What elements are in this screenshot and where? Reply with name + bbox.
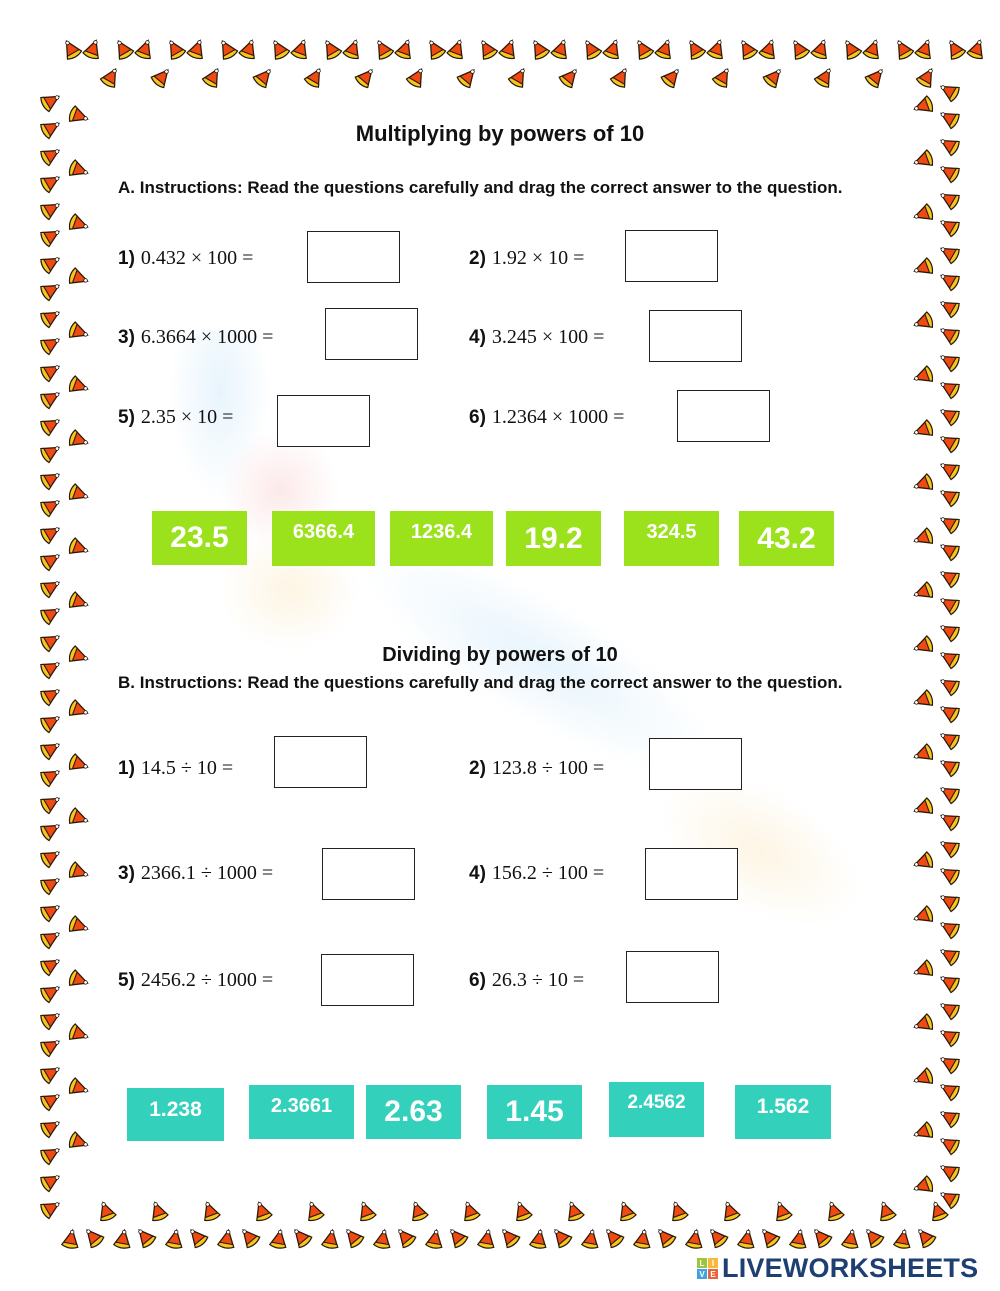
candy-corn-icon [36, 734, 66, 764]
candy-corn-icon [909, 254, 937, 282]
section-b-instructions: B. Instructions: Read the questions carefully and drag the correct answer to the question. [118, 673, 843, 692]
candy-corn-icon [56, 34, 86, 64]
candy-corn-icon [36, 815, 66, 845]
candy-corn-icon [108, 34, 138, 64]
question-expression: 156.2 ÷ 100 = [491, 862, 605, 884]
candy-corn-icon [65, 966, 93, 994]
candy-corn-icon [266, 1226, 291, 1251]
logo-mark-letter: E [708, 1269, 718, 1279]
candy-corn-icon [36, 302, 66, 332]
candy-corn-icon [443, 35, 471, 63]
candy-corn-icon [351, 62, 382, 93]
candy-corn-icon [316, 34, 346, 64]
answer-tile[interactable]: 2.3661 [249, 1085, 354, 1139]
candy-corn-icon [934, 913, 964, 943]
candy-corn-icon [36, 410, 66, 440]
candy-corn-icon [339, 35, 367, 63]
candy-corn-icon [36, 950, 66, 980]
candy-corn-icon [810, 62, 840, 92]
question-a2 [469, 247, 584, 270]
candy-corn-icon [79, 35, 107, 63]
answer-dropzone-a2[interactable] [625, 230, 718, 282]
candy-corn-icon [909, 416, 937, 444]
answer-dropzone-b2[interactable] [649, 738, 742, 790]
candy-corn-icon [768, 1197, 796, 1225]
candy-corn-icon [472, 34, 502, 64]
candy-corn-icon [909, 362, 937, 390]
question-expression: 0.432 × 100 = [140, 247, 254, 269]
candy-corn-icon [546, 1222, 577, 1253]
candy-corn-icon [36, 518, 66, 548]
question-expression: 6.3664 × 1000 = [140, 326, 274, 348]
question-number: 3) [118, 862, 135, 884]
candy-corn-icon [934, 373, 964, 403]
candy-corn-icon [934, 778, 964, 808]
candy-corn-icon [65, 318, 93, 346]
candy-corn-icon [352, 1197, 380, 1225]
candy-corn-icon [96, 62, 126, 92]
candy-corn-icon [732, 34, 762, 64]
answer-tile[interactable]: 23.5 [152, 511, 247, 565]
candy-corn-icon [36, 437, 66, 467]
question-number: 5) [118, 969, 135, 991]
candy-corn-icon [606, 62, 636, 92]
candy-corn-icon [934, 211, 964, 241]
question-expression: 2.35 × 10 = [140, 406, 234, 428]
answer-dropzone-b4[interactable] [645, 848, 738, 900]
candy-corn-icon [36, 356, 66, 386]
candy-corn-icon [934, 1102, 964, 1132]
candy-corn-icon [703, 35, 731, 63]
candy-corn-icon [36, 1085, 66, 1115]
candy-corn-icon [934, 481, 964, 511]
answer-tile[interactable]: 324.5 [624, 511, 719, 566]
candy-corn-icon [36, 221, 66, 251]
candy-corn-icon [248, 1197, 276, 1225]
logo-mark-letter: L [697, 1258, 707, 1268]
candy-corn-icon [934, 1156, 964, 1186]
candy-corn-icon [65, 696, 93, 724]
candy-corn-icon [249, 62, 280, 93]
answer-tile[interactable]: 19.2 [506, 511, 601, 566]
candy-corn-icon [36, 599, 66, 629]
candy-corn-icon [909, 470, 937, 498]
candy-corn-icon [909, 1010, 937, 1038]
logo-mark-letter: I [708, 1258, 718, 1268]
candy-corn-icon [65, 1074, 93, 1102]
candy-corn-icon [934, 616, 964, 646]
question-number: 1) [118, 757, 135, 779]
candy-corn-icon [909, 1172, 937, 1200]
candy-corn-icon [934, 589, 964, 619]
candy-corn-icon [664, 1197, 692, 1225]
candy-corn-icon [36, 329, 66, 359]
answer-tile[interactable]: 43.2 [739, 511, 834, 566]
candy-corn-icon [909, 1118, 937, 1146]
candy-corn-icon [934, 265, 964, 295]
answer-dropzone-a4[interactable] [649, 310, 742, 362]
candy-corn-icon [300, 62, 330, 92]
question-b5 [118, 969, 273, 992]
candy-corn-icon [65, 426, 93, 454]
candy-corn-icon [198, 62, 228, 92]
candy-corn-icon [940, 34, 970, 64]
candy-corn-icon [934, 346, 964, 376]
candy-corn-icon [474, 1226, 499, 1251]
candy-corn-icon [963, 35, 991, 63]
candy-corn-icon [130, 1222, 161, 1253]
candy-corn-icon [934, 319, 964, 349]
candy-corn-icon [65, 750, 93, 778]
question-b2 [469, 757, 604, 780]
candy-corn-icon [934, 400, 964, 430]
candy-corn-icon [65, 588, 93, 616]
answer-tile[interactable]: 6366.4 [272, 511, 375, 566]
candy-corn-icon [494, 1222, 525, 1253]
candy-corn-icon [526, 1226, 551, 1251]
liveworksheets-logo [697, 1253, 978, 1284]
candy-corn-icon [859, 35, 887, 63]
candy-corn-icon [820, 1197, 848, 1225]
candy-corn-icon [65, 480, 93, 508]
candy-corn-icon [934, 292, 964, 322]
candy-corn-icon [934, 697, 964, 727]
candy-corn-icon [456, 1197, 484, 1225]
candy-corn-icon [36, 1004, 66, 1034]
candy-corn-icon [65, 858, 93, 886]
candy-corn-icon [65, 156, 93, 184]
section-a-instructions: A. Instructions: Read the questions carefully and drag the correct answer to the question. [118, 178, 843, 197]
candy-corn-icon [36, 383, 66, 413]
question-number: 6) [469, 969, 486, 991]
question-b1 [118, 757, 233, 780]
candy-corn-icon [495, 35, 523, 63]
candy-corn-icon [287, 35, 315, 63]
candy-corn-icon [214, 1226, 239, 1251]
candy-corn-icon [934, 454, 964, 484]
candy-corn-icon [36, 869, 66, 899]
candy-corn-icon [36, 1193, 66, 1223]
candy-corn-icon [390, 1222, 421, 1253]
candy-corn-icon [234, 1222, 265, 1253]
candy-corn-icon [36, 1112, 66, 1142]
candy-corn-icon [628, 34, 658, 64]
candy-corn-icon [36, 248, 66, 278]
answer-dropzone-b5[interactable] [321, 954, 414, 1006]
question-b6 [469, 969, 584, 992]
question-b3 [118, 862, 273, 885]
candy-corn-icon [196, 1197, 224, 1225]
candy-corn-icon [934, 157, 964, 187]
candy-corn-icon [599, 35, 627, 63]
candy-corn-icon [909, 740, 937, 768]
candy-corn-icon [909, 902, 937, 930]
question-number: 4) [469, 862, 486, 884]
candy-corn-icon [286, 1222, 317, 1253]
question-a3 [118, 326, 273, 349]
question-number: 3) [118, 326, 135, 348]
candy-corn-icon [547, 35, 575, 63]
candy-corn-icon [598, 1222, 629, 1253]
candy-corn-icon [65, 534, 93, 562]
candy-corn-icon [909, 794, 937, 822]
candy-corn-icon [36, 1139, 66, 1169]
answer-dropzone-b6[interactable] [626, 951, 719, 1003]
candy-corn-icon [858, 1222, 889, 1253]
candy-corn-icon [784, 34, 814, 64]
candy-corn-icon [909, 200, 937, 228]
candy-corn-icon [861, 62, 892, 93]
candy-corn-icon [131, 35, 159, 63]
logo-text: LIVEWORKSHEETS [722, 1253, 979, 1283]
candy-corn-icon [630, 1226, 655, 1251]
candy-corn-icon [370, 1226, 395, 1251]
question-number: 1) [118, 247, 135, 269]
candy-corn-icon [36, 977, 66, 1007]
candy-corn-icon [36, 707, 66, 737]
candy-corn-icon [838, 1226, 863, 1251]
question-expression: 14.5 ÷ 10 = [140, 757, 234, 779]
candy-corn-icon [612, 1197, 640, 1225]
answer-tile[interactable]: 1236.4 [390, 511, 493, 566]
candy-corn-icon [36, 761, 66, 791]
candy-corn-icon [909, 308, 937, 336]
question-a6 [469, 406, 624, 429]
candy-corn-icon [651, 35, 679, 63]
candy-corn-icon [318, 1226, 343, 1251]
candy-corn-icon [576, 34, 606, 64]
candy-corn-icon [453, 62, 484, 93]
candy-corn-icon [36, 788, 66, 818]
candy-corn-icon [58, 1226, 83, 1251]
candy-corn-icon [212, 34, 242, 64]
candy-corn-icon [657, 62, 688, 93]
question-expression: 1.2364 × 1000 = [491, 406, 625, 428]
candy-corn-icon [504, 62, 534, 92]
candy-corn-icon [934, 535, 964, 565]
candy-corn-icon [183, 35, 211, 63]
candy-corn-icon [759, 62, 790, 93]
candy-corn-icon [909, 146, 937, 174]
candy-corn-icon [682, 1226, 707, 1251]
candy-corn-icon [36, 680, 66, 710]
candy-corn-icon [909, 578, 937, 606]
answer-dropzone-a5[interactable] [277, 395, 370, 447]
candy-corn-icon [912, 62, 942, 92]
candy-corn-icon [934, 427, 964, 457]
candy-corn-icon [909, 848, 937, 876]
candy-corn-icon [402, 62, 432, 92]
candy-corn-icon [147, 62, 178, 93]
logo-mark-icon [697, 1258, 718, 1279]
candy-corn-icon [578, 1226, 603, 1251]
question-expression: 123.8 ÷ 100 = [491, 757, 605, 779]
candy-corn-icon [680, 34, 710, 64]
candy-corn-icon [65, 210, 93, 238]
section-a-title: Multiplying by powers of 10 [355, 121, 645, 146]
candy-corn-icon [36, 572, 66, 602]
candy-corn-icon [888, 34, 918, 64]
candy-corn-icon [934, 670, 964, 700]
candy-corn-icon [65, 1128, 93, 1156]
question-number: 4) [469, 326, 486, 348]
candy-corn-icon [264, 34, 294, 64]
candy-corn-icon [754, 1222, 785, 1253]
candy-corn-icon [422, 1226, 447, 1251]
question-expression: 3.245 × 100 = [491, 326, 605, 348]
question-b4 [469, 862, 604, 885]
candy-corn-icon [911, 35, 939, 63]
candy-corn-icon [36, 842, 66, 872]
candy-corn-icon [934, 76, 964, 106]
answer-dropzone-a6[interactable] [677, 390, 770, 442]
answer-tile[interactable]: 1.238 [127, 1088, 224, 1141]
candy-corn-icon [508, 1197, 536, 1225]
candy-corn-icon [910, 1222, 941, 1253]
candy-corn-icon [934, 886, 964, 916]
candy-corn-icon [524, 34, 554, 64]
answer-dropzone-b3[interactable] [322, 848, 415, 900]
candy-corn-icon [36, 896, 66, 926]
candy-corn-icon [934, 832, 964, 862]
answer-dropzone-b1[interactable] [274, 736, 367, 788]
candy-corn-icon [934, 1075, 964, 1105]
answer-tile[interactable]: 2.4562 [609, 1082, 704, 1137]
candy-corn-icon [36, 923, 66, 953]
candy-corn-icon [110, 1226, 135, 1251]
question-a5 [118, 406, 233, 429]
candy-corn-icon [934, 238, 964, 268]
candy-corn-icon [924, 1197, 952, 1225]
candy-corn-icon [36, 86, 66, 116]
candy-corn-icon [934, 184, 964, 214]
candy-corn-icon [934, 940, 964, 970]
candy-corn-icon [65, 804, 93, 832]
answer-tile[interactable]: 1.562 [735, 1085, 831, 1139]
question-number: 5) [118, 406, 135, 428]
candy-corn-icon [65, 264, 93, 292]
question-number: 2) [469, 247, 486, 269]
candy-corn-icon [300, 1197, 328, 1225]
candy-corn-icon [65, 1020, 93, 1048]
answer-tile[interactable]: 1.45 [487, 1085, 582, 1139]
candy-corn-icon [909, 524, 937, 552]
candy-corn-icon [934, 1021, 964, 1051]
candy-corn-icon [934, 1183, 964, 1213]
candy-corn-icon [36, 491, 66, 521]
candy-corn-icon [404, 1197, 432, 1225]
candy-corn-icon [442, 1222, 473, 1253]
candy-corn-icon [872, 1197, 900, 1225]
candy-corn-icon [934, 724, 964, 754]
candy-corn-icon [708, 62, 738, 92]
candy-corn-icon [235, 35, 263, 63]
answer-dropzone-a1[interactable] [307, 231, 400, 283]
candy-corn-icon [807, 35, 835, 63]
candy-corn-icon [650, 1222, 681, 1253]
answer-tile[interactable]: 2.63 [366, 1085, 461, 1139]
candy-corn-icon [909, 686, 937, 714]
candy-corn-icon [391, 35, 419, 63]
candy-corn-icon [36, 1031, 66, 1061]
candy-corn-icon [934, 751, 964, 781]
candy-corn-icon [716, 1197, 744, 1225]
candy-corn-icon [36, 275, 66, 305]
candy-corn-icon [909, 1064, 937, 1092]
candy-corn-icon [36, 545, 66, 575]
question-expression: 2366.1 ÷ 1000 = [140, 862, 274, 884]
candy-corn-icon [934, 1048, 964, 1078]
candy-corn-icon [934, 1129, 964, 1159]
question-expression: 26.3 ÷ 10 = [491, 969, 585, 991]
candy-corn-icon [65, 912, 93, 940]
candy-corn-icon [36, 167, 66, 197]
candy-corn-icon [909, 92, 937, 120]
candy-corn-icon [934, 805, 964, 835]
candy-corn-icon [934, 508, 964, 538]
candy-corn-icon [65, 372, 93, 400]
candy-corn-icon [555, 62, 586, 93]
candy-corn-icon [786, 1226, 811, 1251]
candy-corn-icon [36, 1166, 66, 1196]
candy-corn-icon [368, 34, 398, 64]
candy-corn-icon [162, 1226, 187, 1251]
candy-corn-icon [36, 464, 66, 494]
candy-corn-icon [934, 994, 964, 1024]
candy-corn-icon [934, 562, 964, 592]
candy-corn-icon [78, 1222, 109, 1253]
question-a1 [118, 247, 253, 270]
candy-corn-icon [909, 956, 937, 984]
candy-corn-icon [934, 967, 964, 997]
candy-corn-icon [755, 35, 783, 63]
candy-corn-icon [338, 1222, 369, 1253]
candy-corn-icon [92, 1197, 120, 1225]
candy-corn-icon [702, 1222, 733, 1253]
answer-dropzone-a3[interactable] [325, 308, 418, 360]
candy-corn-icon [160, 34, 190, 64]
question-expression: 2456.2 ÷ 1000 = [140, 969, 274, 991]
question-number: 2) [469, 757, 486, 779]
section-b-title: Dividing by powers of 10 [382, 644, 618, 666]
question-number: 6) [469, 406, 486, 428]
candy-corn-icon [560, 1197, 588, 1225]
candy-corn-icon [890, 1226, 915, 1251]
question-a4 [469, 326, 604, 349]
candy-corn-icon [36, 194, 66, 224]
candy-corn-icon [144, 1197, 172, 1225]
candy-corn-icon [182, 1222, 213, 1253]
candy-corn-icon [836, 34, 866, 64]
question-expression: 1.92 × 10 = [491, 247, 585, 269]
candy-corn-icon [420, 34, 450, 64]
logo-mark-letter: V [697, 1269, 707, 1279]
candy-corn-icon [806, 1222, 837, 1253]
candy-corn-icon [934, 859, 964, 889]
candy-corn-icon [734, 1226, 759, 1251]
candy-corn-icon [36, 1058, 66, 1088]
